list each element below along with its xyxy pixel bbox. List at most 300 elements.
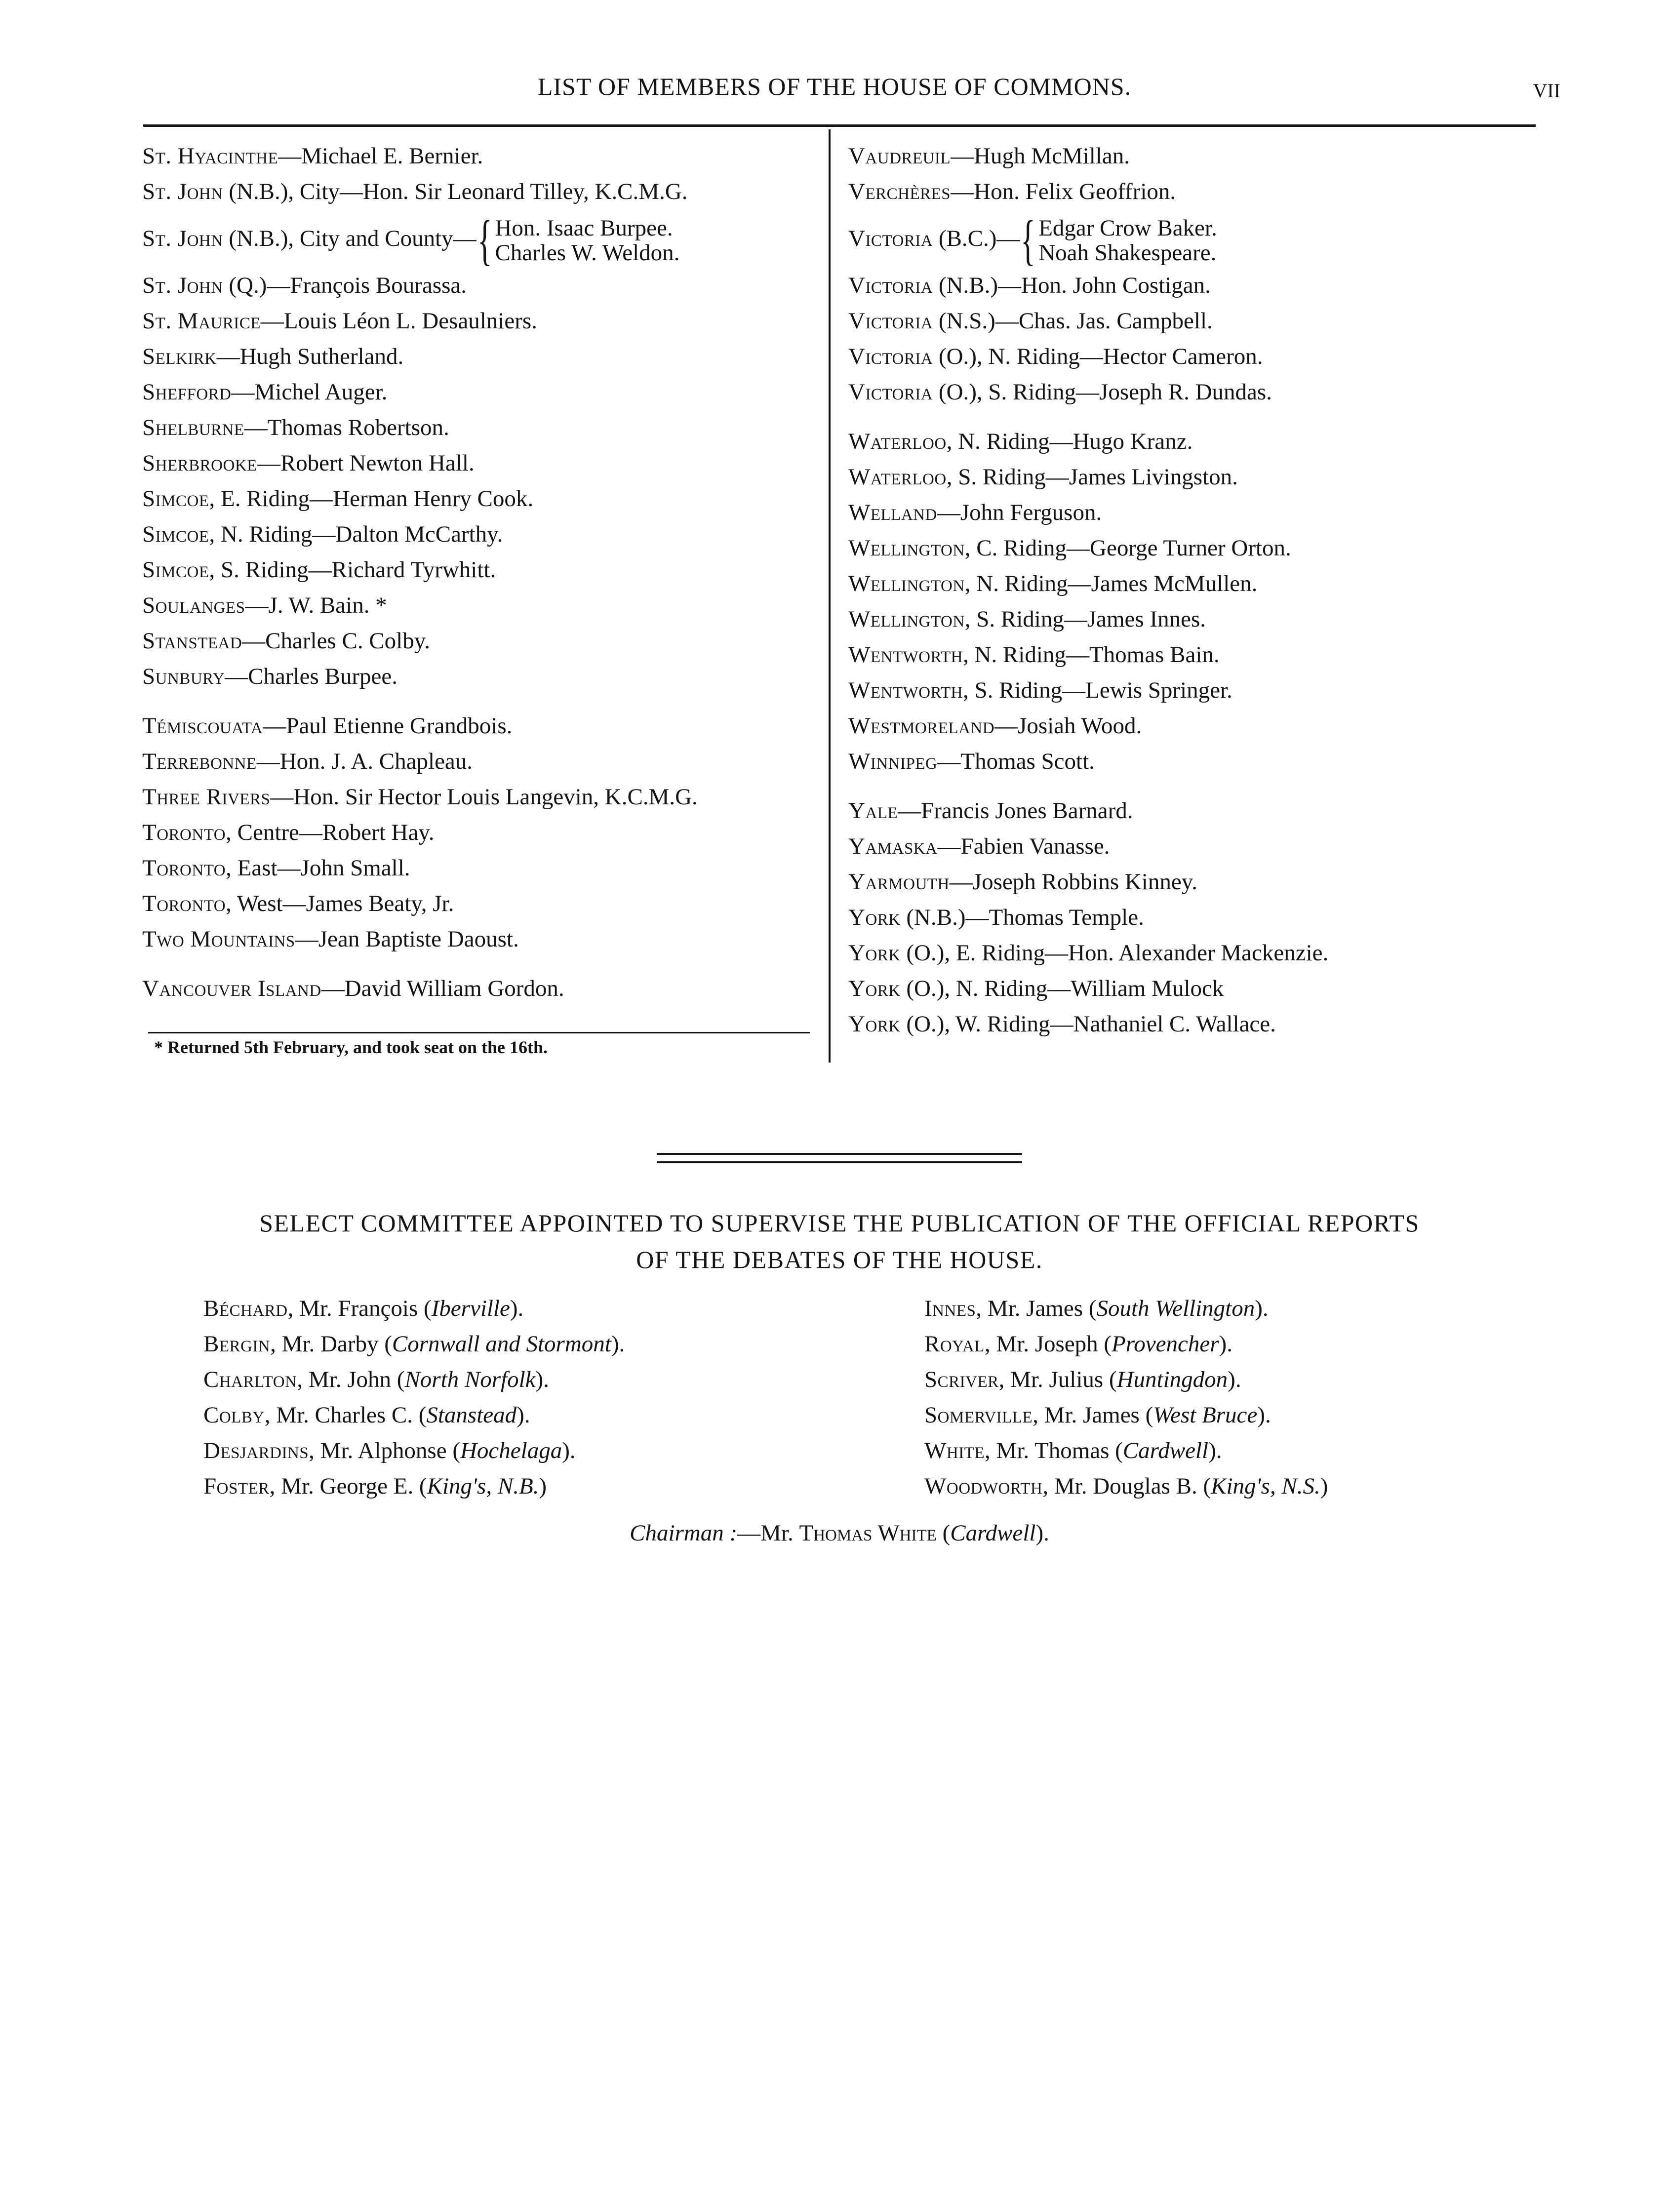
chairman-label: Chairman : — [630, 1520, 738, 1546]
member-name: Michel Auger. — [254, 379, 388, 405]
constituency-name: Victoria — [848, 226, 933, 251]
footnote: * Returned 5th February, and took seat on the 16th. — [154, 1037, 548, 1057]
constituency-qualifier: , E. Riding — [209, 486, 310, 512]
page-title: LIST OF MEMBERS OF THE HOUSE OF COMMONS. — [537, 73, 1132, 100]
constituency-name: York — [848, 940, 901, 966]
dash-separator: — — [312, 521, 336, 547]
member-entry — [142, 588, 824, 623]
member-riding-close: ). — [1219, 1331, 1232, 1357]
dash-separator: — — [216, 344, 240, 369]
member-name: Hugh McMillan. — [974, 143, 1130, 169]
constituency-qualifier: (N.S.) — [933, 308, 995, 334]
member-name: Thomas Bain. — [1089, 642, 1220, 668]
constituency-qualifier: , Centre — [226, 820, 299, 845]
braced-members — [477, 211, 680, 270]
constituency-qualifier: (N.B.) — [933, 273, 998, 298]
constituency-qualifier: , S. Riding — [209, 557, 309, 583]
member-entry — [848, 708, 1550, 744]
member-entry — [848, 339, 1550, 374]
member-name: James McMullen. — [1091, 571, 1258, 596]
constituency-name: Soulanges — [142, 592, 245, 618]
dash-separator: — — [898, 798, 921, 824]
braced-members — [1020, 211, 1217, 270]
constituency-qualifier: , S. Riding — [963, 677, 1063, 703]
member-entry — [848, 459, 1550, 495]
member-name: Jean Baptiste Daoust. — [318, 926, 519, 952]
constituency-name: Sunbury — [142, 664, 225, 689]
member-name: James Innes. — [1087, 606, 1206, 632]
member-name: Hon. Felix Geoffrion. — [974, 179, 1176, 204]
member-surname: Royal — [924, 1331, 985, 1357]
constituency-name: Yamaska — [848, 833, 938, 859]
member-entry — [142, 374, 824, 410]
dash-separator: — — [231, 379, 255, 405]
constituency-qualifier: (O.), E. Riding — [900, 940, 1045, 966]
member-name: Noah Shakespeare. — [1038, 240, 1217, 266]
member-entry — [848, 303, 1550, 339]
member-entry — [142, 850, 824, 886]
dash-separator: — — [1067, 535, 1090, 561]
constituency-name: Shelburne — [142, 415, 244, 440]
member-name: Robert Hay. — [322, 820, 435, 845]
dash-separator: — — [996, 226, 1020, 251]
member-surname: Colby — [203, 1402, 265, 1428]
constituency-name: Toronto — [142, 820, 226, 845]
constituency-name: Wellington — [848, 571, 965, 596]
member-riding-close: ). — [535, 1367, 549, 1392]
member-name: Hon. J. A. Chapleau. — [279, 749, 473, 774]
constituency-qualifier: , C. Riding — [964, 535, 1067, 561]
constituency-qualifier: , N. Riding — [964, 571, 1068, 596]
constituency-name: Toronto — [142, 891, 226, 916]
dash-separator: — — [242, 628, 266, 654]
member-entry — [848, 935, 1550, 971]
dash-separator: — — [257, 450, 280, 476]
member-name: Thomas Scott. — [960, 749, 1095, 774]
constituency-qualifier: (N.B.), City — [223, 179, 340, 204]
member-riding: Huntingdon — [1116, 1367, 1228, 1392]
constituency-name: Welland — [848, 500, 937, 525]
member-entry — [848, 864, 1550, 900]
member-name: Michael E. Bernier. — [301, 143, 483, 169]
member-entry — [142, 744, 824, 779]
member-entry — [848, 601, 1550, 637]
member-name: Charles Burpee. — [248, 664, 397, 689]
member-entry — [142, 779, 824, 815]
constituency-name: Simcoe — [142, 486, 209, 512]
chairman-riding-open: ( — [936, 1520, 951, 1546]
member-entry — [848, 672, 1550, 708]
committee-members-right — [924, 1291, 1566, 1504]
constituency-name: Stanstead — [142, 628, 242, 654]
member-name: Fabien Vanasse. — [960, 833, 1110, 859]
member-entry — [142, 815, 824, 850]
member-name: Charles C. Colby. — [265, 628, 430, 654]
members-list-left — [142, 138, 824, 1006]
dash-separator: — — [267, 273, 290, 298]
member-entry — [848, 566, 1550, 601]
dash-separator: — — [282, 891, 306, 916]
member-entry — [142, 708, 824, 744]
member-entry — [142, 886, 824, 921]
member-given-name: , Mr. François ( — [287, 1296, 432, 1321]
constituency-name: St. Maurice — [142, 308, 261, 334]
member-name: Hon. Sir Hector Louis Langevin, K.C.M.G. — [293, 784, 698, 810]
member-name: Louis Léon L. Desaulniers. — [283, 308, 537, 334]
member-entry — [142, 268, 824, 303]
constituency-qualifier: , East — [226, 855, 278, 881]
member-name: James Livingston. — [1069, 464, 1238, 490]
member-entry — [848, 268, 1550, 303]
dash-separator: — — [951, 179, 974, 204]
committee-member — [924, 1326, 1566, 1362]
constituency-name: Victoria — [848, 344, 933, 369]
constituency-name: Waterloo — [848, 464, 947, 490]
dash-separator: — — [260, 308, 284, 334]
constituency-name: Yale — [848, 798, 898, 824]
dash-separator: — — [1079, 344, 1103, 369]
committee-member — [203, 1291, 845, 1326]
member-name: Francis Jones Barnard. — [921, 798, 1133, 824]
constituency-name: Waterloo — [848, 429, 947, 454]
member-name: Thomas Temple. — [989, 905, 1144, 930]
member-name: Hon. John Costigan. — [1021, 273, 1211, 298]
dash-separator: — — [277, 855, 301, 881]
committee-chairman — [296, 1520, 1383, 1546]
member-entry — [848, 530, 1550, 566]
member-name: Chas. Jas. Campbell. — [1018, 308, 1213, 334]
footnote-rule — [148, 1032, 810, 1033]
committee-member — [924, 1397, 1566, 1433]
member-entry — [848, 900, 1550, 935]
dash-separator: — — [1045, 464, 1069, 490]
committee-member — [203, 1326, 845, 1362]
member-name: Hugo Kranz. — [1073, 429, 1193, 454]
member-name: Edgar Crow Baker. — [1038, 215, 1217, 241]
dash-separator: — — [951, 143, 974, 169]
constituency-name: Wellington — [848, 606, 965, 632]
member-entry — [848, 1006, 1550, 1042]
member-riding-close: ). — [1257, 1402, 1271, 1428]
member-name: John Ferguson. — [960, 500, 1102, 525]
constituency-name: Sherbrooke — [142, 450, 257, 476]
member-riding: King's, N.S. — [1211, 1473, 1320, 1499]
constituency-name: Wentworth — [848, 642, 963, 668]
member-given-name: , Mr. Douglas B. ( — [1042, 1473, 1211, 1499]
committee-title-line-1: SELECT COMMITTEE APPOINTED TO SUPERVISE THE PUBLICATION OF THE OFFICIAL REPORTS — [259, 1209, 1420, 1237]
member-riding: Iberville — [431, 1296, 510, 1321]
constituency-qualifier: (O.), W. Riding — [900, 1011, 1050, 1037]
constituency-name: St. John — [142, 273, 223, 298]
constituency-qualifier: , West — [226, 891, 283, 916]
constituency-name: St. Hyacinthe — [142, 143, 278, 169]
constituency-name: Témiscouata — [142, 713, 263, 739]
member-name: Paul Etienne Grandbois. — [286, 713, 513, 739]
dash-separator: — — [994, 713, 1018, 739]
constituency-name: York — [848, 1011, 901, 1037]
member-surname: Foster — [203, 1473, 270, 1499]
constituency-name: Simcoe — [142, 521, 209, 547]
member-entry — [848, 209, 1550, 272]
member-entry — [848, 793, 1550, 829]
member-name: John Small. — [300, 855, 410, 881]
braced-member-lines — [495, 216, 679, 265]
member-name: Herman Henry Cook. — [333, 486, 534, 512]
member-given-name: , Mr. Joseph ( — [984, 1331, 1112, 1357]
constituency-name: St. John — [142, 179, 223, 204]
member-riding-close: ) — [539, 1473, 547, 1499]
member-entry — [142, 971, 824, 1006]
committee-member — [203, 1468, 845, 1504]
header-rule — [143, 124, 1536, 127]
member-name: Charles W. Weldon. — [495, 240, 680, 266]
member-riding: King's, N.B. — [427, 1473, 539, 1499]
member-riding: Stanstead — [426, 1402, 517, 1428]
constituency-qualifier: (N.B.), City and County — [223, 226, 453, 251]
member-riding: Cardwell — [1122, 1438, 1209, 1463]
member-entry — [142, 339, 824, 374]
member-entry — [142, 921, 824, 957]
member-given-name: , Mr. James ( — [1033, 1402, 1153, 1428]
dash-separator: — — [1062, 677, 1086, 703]
chairman-name: Thomas White — [799, 1520, 937, 1546]
member-entry — [142, 481, 824, 516]
member-riding: West Bruce — [1153, 1402, 1258, 1428]
member-entry — [848, 637, 1550, 672]
committee-members-left — [203, 1291, 845, 1504]
member-entry — [848, 174, 1550, 209]
member-entry — [142, 623, 824, 659]
constituency-qualifier: (O.), N. Riding — [900, 976, 1048, 1001]
dash-separator: — — [244, 415, 268, 440]
member-entry — [142, 174, 824, 209]
member-riding: Hochelaga — [460, 1438, 562, 1463]
dash-separator: — — [1045, 940, 1069, 966]
member-surname: Innes — [924, 1296, 976, 1321]
constituency-qualifier: , N. Riding — [209, 521, 313, 547]
member-name: Richard Tyrwhitt. — [331, 557, 496, 583]
dash-separator: — — [256, 749, 280, 774]
column-divider — [829, 129, 831, 1063]
member-riding-close: ). — [1255, 1296, 1269, 1321]
dash-separator: — — [321, 976, 345, 1001]
member-entry — [848, 971, 1550, 1006]
member-surname: Desjardins — [203, 1438, 309, 1463]
chairman-riding-close: ). — [1035, 1520, 1049, 1546]
member-name: Joseph R. Dundas. — [1099, 379, 1272, 405]
member-surname: White — [924, 1438, 985, 1463]
member-surname: Woodworth — [924, 1473, 1043, 1499]
dash-separator: — — [1047, 976, 1071, 1001]
member-entry — [142, 445, 824, 481]
member-name: Josiah Wood. — [1018, 713, 1142, 739]
dash-separator: — — [1050, 1011, 1073, 1037]
dash-separator: — — [295, 926, 318, 952]
dash-separator: — — [225, 664, 248, 689]
dash-separator: — — [965, 905, 989, 930]
member-riding: North Norfolk — [404, 1367, 536, 1392]
constituency-qualifier: , S. Riding — [964, 606, 1064, 632]
member-entry — [848, 495, 1550, 530]
member-given-name: , Mr. George E. ( — [269, 1473, 427, 1499]
constituency-name: Two Mountains — [142, 926, 295, 952]
member-given-name: , Mr. Alphonse ( — [309, 1438, 460, 1463]
constituency-name: Selkirk — [142, 344, 217, 369]
dash-separator: — — [937, 833, 961, 859]
member-entry — [848, 424, 1550, 459]
member-entry — [848, 374, 1550, 410]
member-name: Robert Newton Hall. — [280, 450, 475, 476]
member-given-name: , Mr. Thomas ( — [985, 1438, 1123, 1463]
dash-separator: — — [453, 226, 477, 251]
constituency-name: St. John — [142, 226, 223, 251]
member-surname: Charlton — [203, 1367, 297, 1392]
constituency-name: Winnipeg — [848, 749, 938, 774]
member-name: David William Gordon. — [344, 976, 564, 1001]
member-entry — [848, 138, 1550, 174]
constituency-name: Shefford — [142, 379, 232, 405]
committee-title-line-2: OF THE DEBATES OF THE HOUSE. — [636, 1246, 1043, 1273]
committee-member — [924, 1433, 1566, 1468]
dash-separator: — — [949, 869, 973, 895]
dash-separator: — — [937, 749, 961, 774]
member-name: Joseph Robbins Kinney. — [972, 869, 1197, 895]
member-name: Hugh Sutherland. — [239, 344, 404, 369]
constituency-name: Westmoreland — [848, 713, 995, 739]
dash-separator: — — [1068, 571, 1091, 596]
chairman-riding: Cardwell — [950, 1520, 1036, 1546]
constituency-name: Verchères — [848, 179, 951, 204]
member-entry — [142, 410, 824, 445]
member-surname: Scriver — [924, 1367, 999, 1392]
member-entry — [848, 829, 1550, 864]
brace-glyph: { — [477, 210, 492, 272]
member-given-name: , Mr. John ( — [297, 1367, 405, 1392]
member-entry — [142, 138, 824, 174]
committee-member — [203, 1397, 845, 1433]
member-name: James Beaty, Jr. — [306, 891, 454, 916]
constituency-name: Yarmouth — [848, 869, 950, 895]
dash-separator: — — [937, 500, 960, 525]
committee-member — [924, 1468, 1566, 1504]
member-name: Nathaniel C. Wallace. — [1073, 1011, 1276, 1037]
constituency-name: Wentworth — [848, 677, 963, 703]
member-name: François Bourassa. — [290, 273, 467, 298]
dash-separator: — — [263, 713, 286, 739]
member-name: Dalton McCarthy. — [335, 521, 503, 547]
member-given-name: , Mr. Julius ( — [998, 1367, 1117, 1392]
member-name: William Mulock — [1071, 976, 1224, 1001]
dash-separator: — — [1064, 606, 1087, 632]
committee-title — [143, 1205, 1536, 1278]
member-riding: Cornwall and Stormont — [392, 1331, 611, 1357]
constituency-name: York — [848, 905, 901, 930]
member-riding: Provencher — [1112, 1331, 1219, 1357]
member-given-name: , Mr. James ( — [976, 1296, 1097, 1321]
member-name: Hector Cameron. — [1103, 344, 1263, 369]
section-separator-bottom — [657, 1161, 1022, 1163]
member-riding-close: ). — [611, 1331, 625, 1357]
member-given-name: , Mr. Charles C. ( — [264, 1402, 427, 1428]
constituency-qualifier: (N.B.) — [900, 905, 966, 930]
member-riding-close: ). — [517, 1402, 530, 1428]
committee-member — [203, 1433, 845, 1468]
constituency-name: Toronto — [142, 855, 226, 881]
members-list-right — [848, 138, 1550, 1042]
member-riding-close: ). — [562, 1438, 576, 1463]
committee-member — [924, 1291, 1566, 1326]
member-surname: Somerville — [924, 1402, 1033, 1428]
dash-separator: — — [1066, 642, 1089, 668]
member-entry — [142, 516, 824, 552]
member-entry — [142, 209, 824, 272]
constituency-qualifier: , N. Riding — [963, 642, 1066, 668]
constituency-name: Victoria — [848, 273, 933, 298]
constituency-name: Victoria — [848, 308, 933, 334]
dash-separator: — — [1049, 429, 1073, 454]
dash-separator: — — [998, 273, 1022, 298]
constituency-name: Vancouver Island — [142, 976, 321, 1001]
member-entry — [142, 659, 824, 694]
constituency-name: Three Rivers — [142, 784, 271, 810]
member-riding-close: ). — [510, 1296, 524, 1321]
chairman-prefix: —Mr. — [737, 1520, 799, 1546]
member-surname: Bergin — [203, 1331, 271, 1357]
dash-separator: — — [278, 143, 302, 169]
dash-separator: — — [270, 784, 294, 810]
braced-member-lines — [1038, 216, 1217, 265]
dash-separator: — — [339, 179, 363, 204]
member-name: J. W. Bain. * — [268, 592, 387, 618]
constituency-name: Terrebonne — [142, 749, 257, 774]
constituency-qualifier: (O.), N. Riding — [933, 344, 1080, 369]
constituency-name: Simcoe — [142, 557, 209, 583]
member-name: Hon. Alexander Mackenzie. — [1068, 940, 1329, 966]
member-riding: South Wellington — [1096, 1296, 1255, 1321]
page-number: VII — [1533, 79, 1560, 102]
constituency-qualifier: (Q.) — [223, 273, 267, 298]
committee-member — [924, 1362, 1566, 1397]
constituency-name: Vaudreuil — [848, 143, 951, 169]
dash-separator: — — [310, 486, 333, 512]
brace-glyph: { — [1021, 210, 1036, 272]
dash-separator: — — [995, 308, 1019, 334]
member-riding-close: ) — [1320, 1473, 1328, 1499]
section-separator-top — [657, 1153, 1022, 1155]
dash-separator: — — [308, 557, 332, 583]
member-name: Lewis Springer. — [1085, 677, 1232, 703]
member-riding-close: ). — [1208, 1438, 1222, 1463]
dash-separator: — — [1076, 379, 1100, 405]
member-surname: Béchard — [203, 1296, 288, 1321]
constituency-qualifier: (O.), S. Riding — [933, 379, 1076, 405]
member-entry — [848, 744, 1550, 779]
constituency-name: York — [848, 976, 901, 1001]
constituency-name: Victoria — [848, 379, 933, 405]
member-entry — [142, 303, 824, 339]
constituency-qualifier: (B.C.) — [933, 226, 997, 251]
member-name: George Turner Orton. — [1090, 535, 1291, 561]
member-entry — [142, 552, 824, 588]
member-riding-close: ). — [1228, 1367, 1241, 1392]
constituency-qualifier: , N. Riding — [946, 429, 1050, 454]
member-name: Hon. Isaac Burpee. — [495, 215, 673, 241]
member-name: Hon. Sir Leonard Tilley, K.C.M.G. — [362, 179, 688, 204]
committee-member — [203, 1362, 845, 1397]
dash-separator: — — [299, 820, 322, 845]
constituency-name: Wellington — [848, 535, 965, 561]
member-given-name: , Mr. Darby ( — [270, 1331, 392, 1357]
